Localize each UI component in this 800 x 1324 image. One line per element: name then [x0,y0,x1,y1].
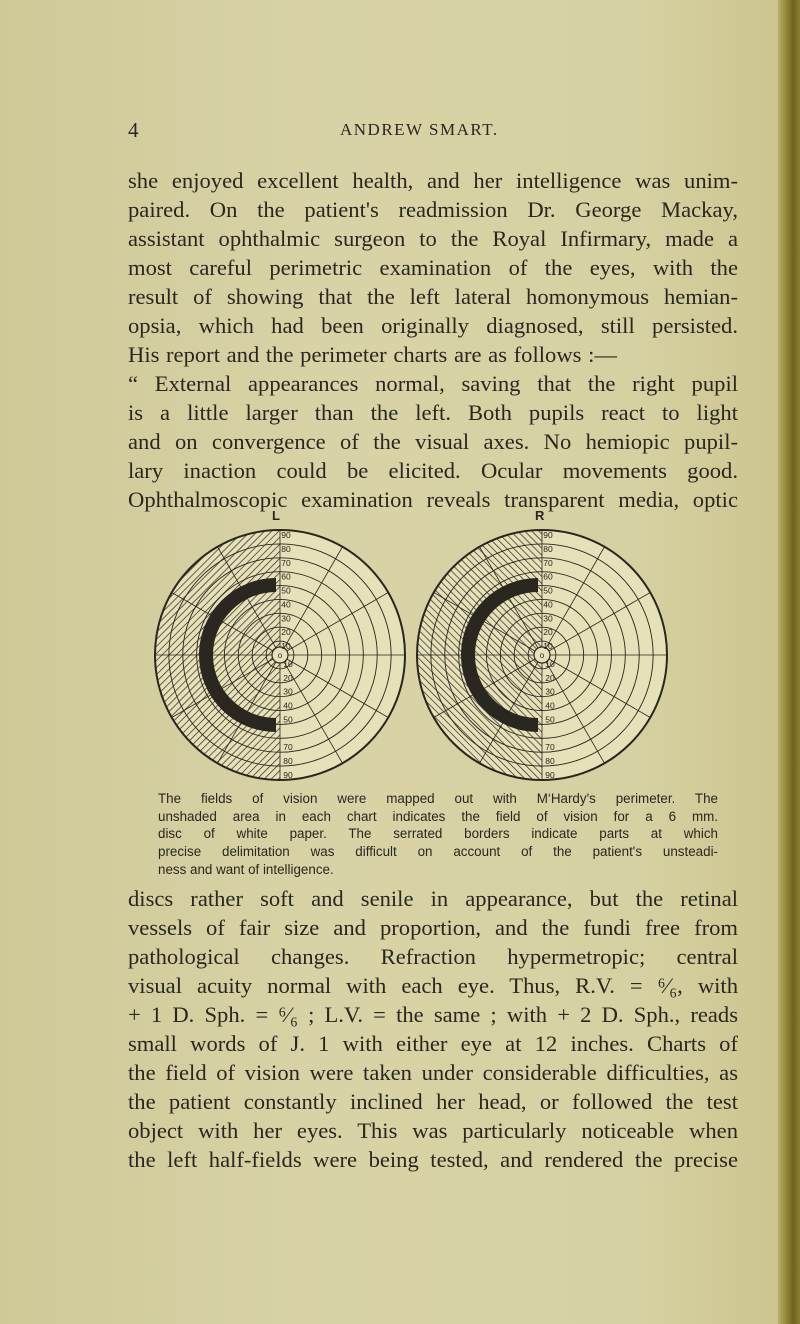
left-eye-label: L [272,508,280,523]
ring-label: 20 [543,627,553,638]
book-edge [778,0,800,1324]
text-line: the patient constantly inclined her head, or followed the test [128,1089,738,1114]
ring-label: 10 [281,641,291,652]
ring-label: 80 [283,756,293,767]
text-line: most careful perimetric examination of the eyes, with the [128,255,738,280]
text-line: Ophthalmoscopic examination reveals transparent media, optic [128,487,738,512]
text-line: opsia, which had been originally diagnosed, still persisted. [128,313,738,338]
text-line: visual acuity normal with each eye. Thus, R.V. = ⁶⁄₆, with [128,973,738,998]
ring-label: 60 [543,571,553,582]
ring-label: 30 [543,613,553,624]
paragraph-2 [128,884,738,1174]
ring-label: 80 [545,756,555,767]
text-line: discs rather soft and senile in appearance, but the retinal [128,886,738,911]
ring-label: 80 [543,543,553,554]
text-line: small words of J. 1 with either eye at 12 inches. Charts of [128,1031,738,1056]
ring-label: 90 [283,770,293,780]
running-head: ANDREW SMART. [340,120,499,139]
caption-line: unshaded area in each chart indicates the field of vision for a 6 mm. [158,808,718,824]
ring-label: 20 [283,672,293,683]
ring-label: 50 [283,714,293,725]
text-line: vessels of fair size and proportion, and the fundi free from [128,915,738,940]
ring-label: 90 [543,530,553,540]
ring-label: 20 [545,672,555,683]
caption-line: The fields of vision were mapped out with M‘Hardy's perimeter. The [158,791,718,806]
text-line: lary inaction could be elicited. Ocular movements good. [128,458,738,483]
ring-label: 90 [545,770,555,780]
figure-caption [158,790,718,879]
text-line: result of showing that the left lateral homonymous hemian- [128,284,738,309]
paragraph-1 [128,166,738,514]
ring-label: 40 [543,599,553,610]
caption-line: precise delimitation was difficult on account of the patient's unsteadi- [158,844,718,860]
ring-label: 50 [545,714,555,725]
text-line: His report and the perimeter charts are as follows :— [128,342,617,367]
text-line: she enjoyed excellent health, and her intelligence was unim- [128,168,738,193]
ring-label: 70 [543,557,553,568]
ring-label: 70 [283,742,293,753]
ring-label: 60 [281,571,291,582]
text-line: the left half-fields were being tested, and rendered the precise [128,1147,738,1172]
text-line: paired. On the patient's readmission Dr. George Mackay, [128,197,738,222]
ring-label: o [539,651,545,660]
text-line: is a little larger than the left. Both pupils react to light [128,400,738,425]
right-perimeter-chart [412,525,672,785]
ring-label: 40 [281,599,291,610]
ring-label: 40 [283,700,293,711]
ring-label: 70 [545,742,555,753]
page-header [0,118,800,142]
text-line: object with her eyes. This was particularly noticeable when [128,1118,738,1143]
ring-label: 40 [545,700,555,711]
ring-label: 10 [283,658,293,669]
ring-label: 30 [283,686,293,697]
left-perimeter-chart [150,525,410,785]
text-line: assistant ophthalmic surgeon to the Royal Infirmary, made a [128,226,738,251]
ring-label: 80 [281,543,291,554]
text-line: the field of vision were taken under considerable difficulties, as [128,1060,738,1085]
caption-line: disc of white paper. The serrated borders indicate parts at which [158,826,718,842]
ring-label: 20 [281,627,291,638]
ring-label: 50 [281,585,291,596]
ring-label: o [277,651,283,660]
ring-label: 30 [545,686,555,697]
ring-label: 50 [543,585,553,596]
caption-line: ness and want of intelligence. [158,861,334,877]
ring-label: 10 [543,641,553,652]
text-line: and on convergence of the visual axes. No hemiopic pupil- [128,429,738,454]
text-line: “ External appearances normal, saving that the right pupil [128,371,738,396]
text-line: + 1 D. Sph. = ⁶⁄₆ ; L.V. = the same ; with + 2 D. Sph., reads [128,1002,738,1027]
ring-label: 70 [281,557,291,568]
ring-label: 10 [545,658,555,669]
text-line: pathological changes. Refraction hypermetropic; central [128,944,738,969]
ring-label: 90 [281,530,291,540]
page-number: 4 [128,118,139,142]
right-eye-label: R [535,508,545,523]
ring-label: 30 [281,613,291,624]
